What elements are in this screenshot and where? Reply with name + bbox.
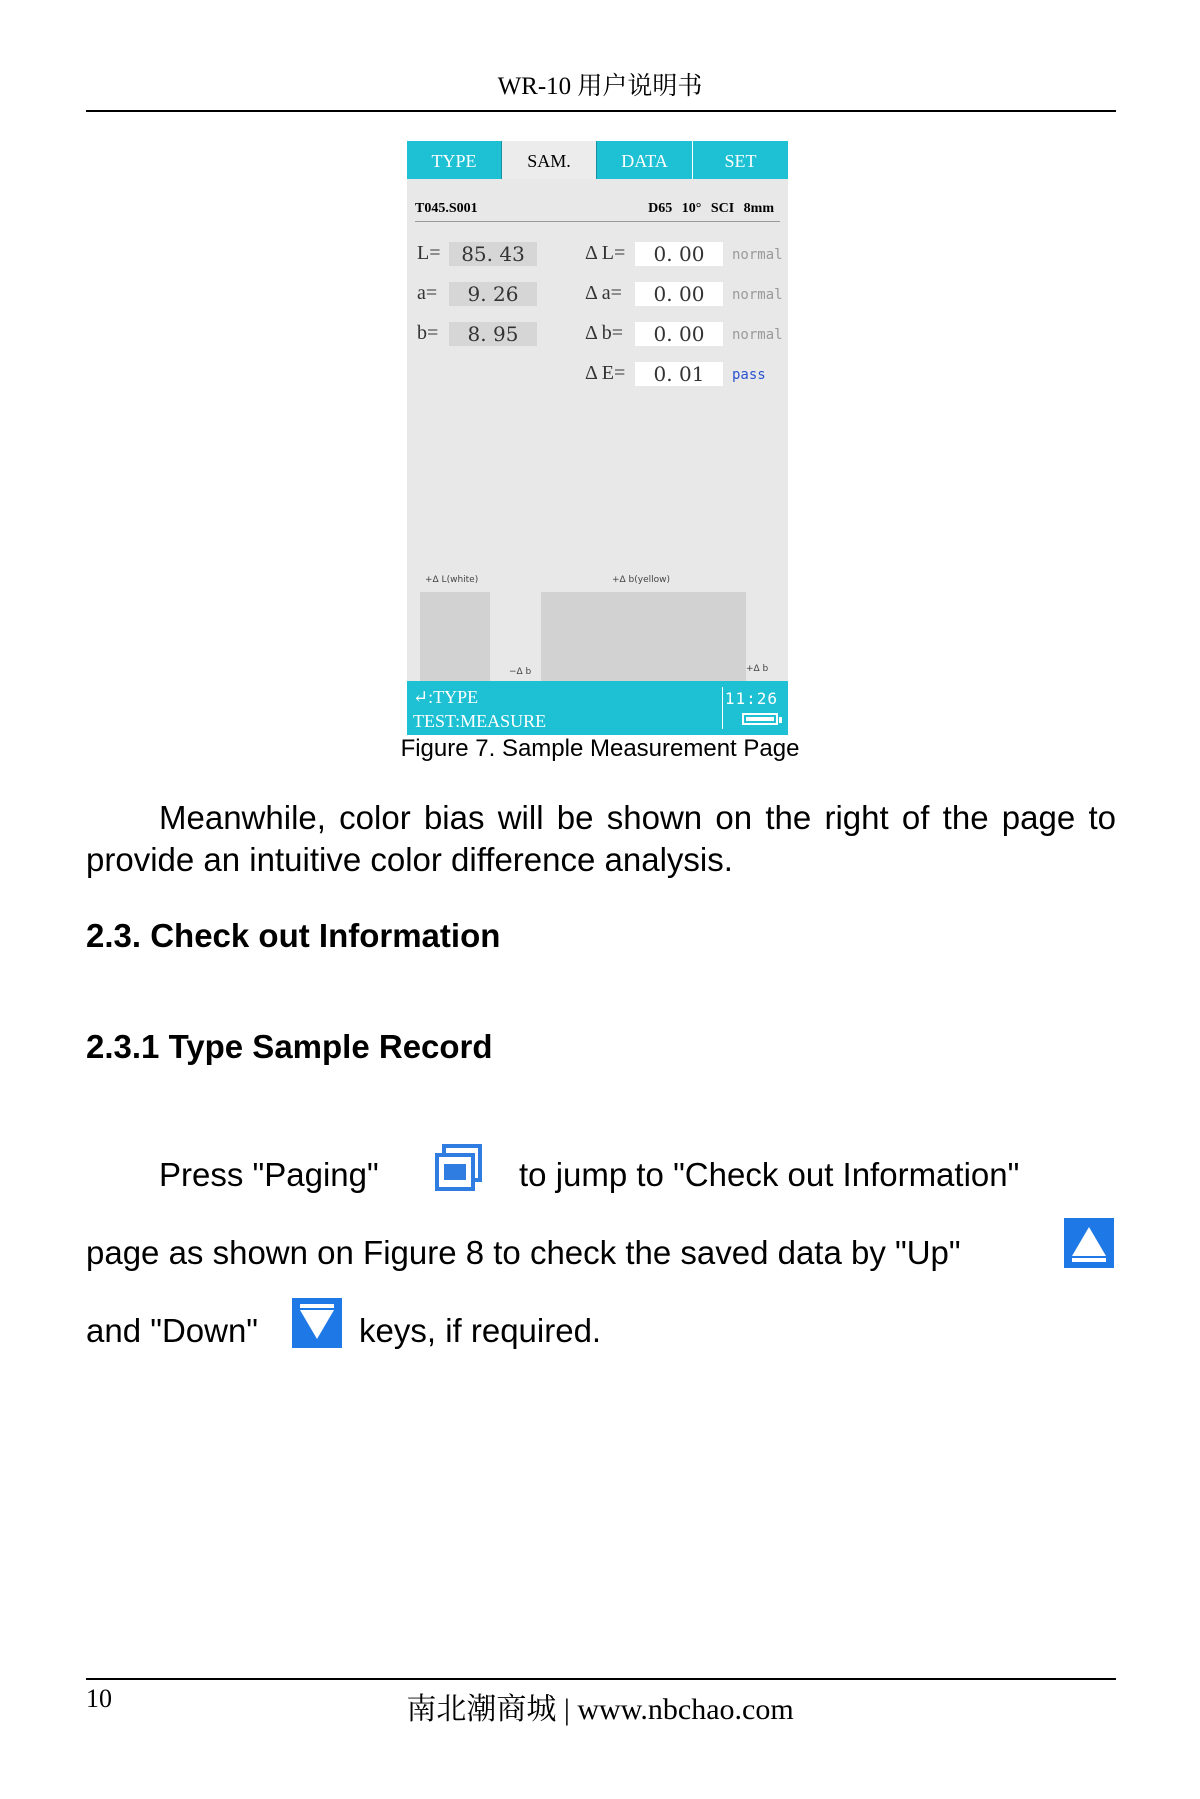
delta-status-l: normal [732, 247, 783, 263]
delta-label-l: Δ L= [585, 242, 626, 264]
tab-bar [407, 141, 788, 179]
reading-value-b: 8. 95 [449, 322, 537, 346]
page-number: 10 [86, 1684, 112, 1713]
back-to-type-hint[interactable]: ↵:TYPE [413, 687, 479, 707]
delta-status-b: normal [732, 327, 783, 343]
header-divider [86, 110, 1116, 112]
reading-label-l: L= [417, 242, 441, 264]
text-page-shown: page as shown on Figure 8 to check the saved data by "Up" [86, 1234, 961, 1271]
delta-value-e: 0. 01 [635, 362, 723, 386]
sample-id: T045.S001 [415, 201, 478, 216]
text-press-paging: Press "Paging" [159, 1156, 379, 1193]
footer-divider [86, 1678, 1116, 1680]
measurement-conditions: D65 10° SCI 8mm [648, 201, 774, 216]
measurement-info-bar [415, 199, 780, 222]
plot-label-a-left: −Δ b [509, 667, 532, 677]
clock: 11:26 [724, 689, 778, 708]
delta-label-a: Δ a= [585, 282, 622, 304]
tab-data[interactable]: DATA [597, 141, 693, 179]
delta-value-l: 0. 00 [635, 242, 723, 266]
subsection-heading: 2.3.1 Type Sample Record [86, 1028, 493, 1065]
battery-fill [746, 717, 774, 721]
section-heading: 2.3. Check out Information [86, 917, 501, 954]
delta-label-e: Δ E= [585, 362, 626, 384]
figure-caption: Figure 7. Sample Measurement Page [400, 735, 800, 762]
reading-label-b: b= [417, 322, 439, 344]
color-bias-plots [407, 411, 788, 681]
text-keys-if-required: keys, if required. [359, 1312, 602, 1349]
plot-label-l-top: +Δ L(white) [425, 575, 479, 585]
paging-icon [434, 1142, 484, 1192]
paragraph-color-bias: Meanwhile, color bias will be shown on the right of the page to provide an intuitive color difference analysis. [86, 799, 1116, 878]
status-separator [722, 687, 723, 729]
text-and-down: and "Down" [86, 1312, 259, 1349]
return-arrow-icon: ↵ [413, 687, 429, 707]
device-status-bar [407, 681, 788, 735]
plot-label-b-top: +Δ b(yellow) [612, 575, 671, 585]
device-screen [407, 141, 788, 735]
reading-value-a: 9. 26 [449, 282, 537, 306]
delta-status-a: normal [732, 287, 783, 303]
text-jump-to: to jump to "Check out Information" [519, 1156, 1020, 1193]
reading-value-l: 85. 43 [449, 242, 537, 266]
test-measure-hint: TEST:MEASURE [413, 711, 547, 731]
delta-value-a: 0. 00 [635, 282, 723, 306]
plot-label-a-right: +Δ b [746, 664, 769, 674]
tab-type[interactable]: TYPE [407, 141, 501, 179]
document-header: WR-10 用户说明书 [497, 73, 703, 100]
footer-site-credit: 南北潮商城 | www.nbchao.com [406, 1693, 794, 1726]
down-arrow-key-icon [292, 1298, 342, 1348]
l-axis-panel [420, 592, 490, 681]
delta-label-b: Δ b= [585, 322, 624, 344]
delta-value-b: 0. 00 [635, 322, 723, 346]
up-arrow-key-icon [1064, 1218, 1114, 1268]
ab-axis-panel [541, 592, 746, 681]
battery-icon [742, 713, 778, 725]
tab-sam[interactable]: SAM. [501, 141, 597, 179]
reading-label-a: a= [417, 282, 438, 304]
delta-status-e: pass [732, 367, 766, 383]
tab-set[interactable]: SET [693, 141, 788, 179]
